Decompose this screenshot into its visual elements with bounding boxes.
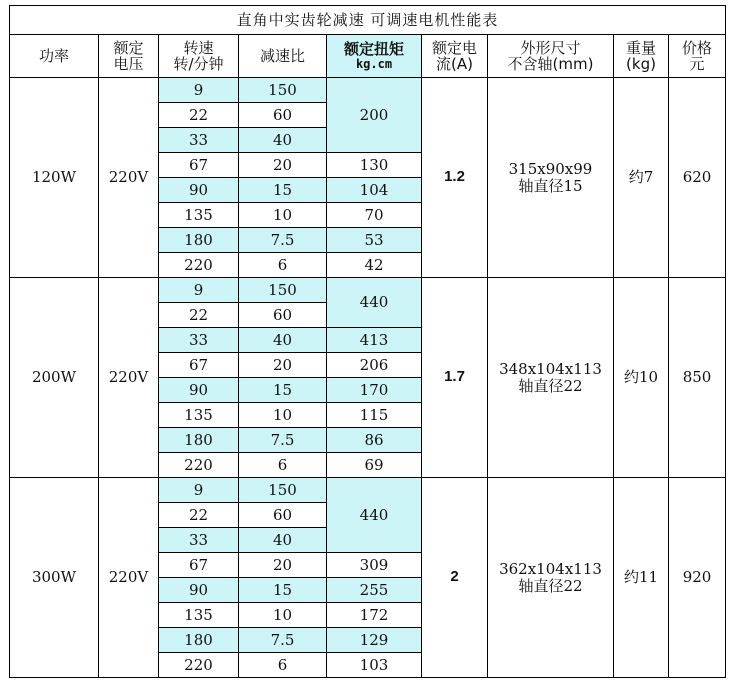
speed-cell: 33 — [159, 328, 239, 353]
torque-cell: 86 — [327, 428, 422, 453]
table-row — [10, 478, 726, 503]
dimensions-cell — [488, 478, 614, 678]
table-row — [10, 278, 726, 303]
speed-cell: 67 — [159, 153, 239, 178]
speed-cell: 67 — [159, 553, 239, 578]
table-title: 直角中实齿轮减速 可调速电机性能表 — [10, 6, 726, 35]
ratio-cell: 60 — [239, 303, 327, 328]
shaft-diameter-text: 轴直径15 — [518, 176, 583, 195]
current-cell: 2 — [422, 478, 488, 678]
ratio-cell: 10 — [239, 603, 327, 628]
ratio-cell: 15 — [239, 578, 327, 603]
torque-cell: 200 — [327, 78, 422, 153]
torque-cell: 206 — [327, 353, 422, 378]
speed-cell: 220 — [159, 253, 239, 278]
dimensions-text: 348x104x113 — [499, 360, 602, 378]
ratio-cell: 60 — [239, 103, 327, 128]
ratio-cell: 7.5 — [239, 628, 327, 653]
speed-cell: 180 — [159, 428, 239, 453]
torque-cell: 69 — [327, 453, 422, 478]
torque-cell: 104 — [327, 178, 422, 203]
shaft-diameter-text: 轴直径22 — [518, 376, 583, 395]
price-cell: 920 — [669, 478, 726, 678]
ratio-cell: 15 — [239, 378, 327, 403]
dimensions-text: 362x104x113 — [499, 560, 602, 578]
torque-cell: 115 — [327, 403, 422, 428]
speed-cell: 33 — [159, 128, 239, 153]
voltage-cell: 220V — [99, 278, 159, 478]
speed-cell: 220 — [159, 653, 239, 678]
ratio-cell: 150 — [239, 478, 327, 503]
torque-cell: 129 — [327, 628, 422, 653]
header-torque-label: 额定扭矩 — [343, 40, 404, 59]
header-ratio: 减速比 — [239, 35, 327, 78]
ratio-cell: 6 — [239, 453, 327, 478]
ratio-cell: 20 — [239, 553, 327, 578]
speed-cell: 22 — [159, 303, 239, 328]
speed-cell: 180 — [159, 628, 239, 653]
shaft-diameter-text: 轴直径22 — [518, 576, 583, 595]
speed-cell: 135 — [159, 603, 239, 628]
ratio-cell: 7.5 — [239, 428, 327, 453]
torque-cell: 440 — [327, 478, 422, 553]
header-speed: 转速 转/分钟 — [159, 35, 239, 78]
dimensions-cell — [488, 78, 614, 278]
header-weight: 重量 (kg) — [614, 35, 669, 78]
ratio-cell: 40 — [239, 328, 327, 353]
speed-cell: 180 — [159, 228, 239, 253]
weight-cell: 约7 — [614, 78, 669, 278]
speed-cell: 90 — [159, 578, 239, 603]
ratio-cell: 7.5 — [239, 228, 327, 253]
ratio-cell: 150 — [239, 78, 327, 103]
header-torque-unit: kg.cm — [355, 56, 393, 71]
table-row — [10, 78, 726, 103]
torque-cell: 255 — [327, 578, 422, 603]
torque-cell: 53 — [327, 228, 422, 253]
header-power: 功率 — [10, 35, 99, 78]
torque-cell: 170 — [327, 378, 422, 403]
ratio-cell: 40 — [239, 528, 327, 553]
ratio-cell: 15 — [239, 178, 327, 203]
weight-cell: 约11 — [614, 478, 669, 678]
speed-cell: 33 — [159, 528, 239, 553]
header-torque — [327, 35, 422, 78]
speed-cell: 22 — [159, 103, 239, 128]
torque-cell: 70 — [327, 203, 422, 228]
ratio-cell: 10 — [239, 203, 327, 228]
header-dims: 外形尺寸 不含轴(mm) — [488, 35, 614, 78]
price-cell: 850 — [669, 278, 726, 478]
speed-cell: 9 — [159, 478, 239, 503]
speed-cell: 90 — [159, 378, 239, 403]
torque-cell: 413 — [327, 328, 422, 353]
ratio-cell: 20 — [239, 153, 327, 178]
current-cell: 1.7 — [422, 278, 488, 478]
speed-cell: 90 — [159, 178, 239, 203]
speed-cell: 135 — [159, 403, 239, 428]
torque-cell: 172 — [327, 603, 422, 628]
ratio-cell: 6 — [239, 653, 327, 678]
torque-cell: 103 — [327, 653, 422, 678]
ratio-cell: 20 — [239, 353, 327, 378]
speed-cell: 22 — [159, 503, 239, 528]
ratio-cell: 150 — [239, 278, 327, 303]
torque-cell: 440 — [327, 278, 422, 328]
motor-spec-table — [9, 5, 726, 678]
power-cell: 300W — [10, 478, 99, 678]
torque-cell: 130 — [327, 153, 422, 178]
dimensions-cell — [488, 278, 614, 478]
voltage-cell: 220V — [99, 478, 159, 678]
header-voltage: 额定 电压 — [99, 35, 159, 78]
speed-cell: 135 — [159, 203, 239, 228]
ratio-cell: 40 — [239, 128, 327, 153]
weight-cell: 约10 — [614, 278, 669, 478]
ratio-cell: 60 — [239, 503, 327, 528]
speed-cell: 220 — [159, 453, 239, 478]
price-cell: 620 — [669, 78, 726, 278]
dimensions-text: 315x90x99 — [508, 160, 593, 178]
ratio-cell: 10 — [239, 403, 327, 428]
power-cell: 120W — [10, 78, 99, 278]
voltage-cell: 220V — [99, 78, 159, 278]
speed-cell: 9 — [159, 278, 239, 303]
current-cell: 1.2 — [422, 78, 488, 278]
speed-cell: 9 — [159, 78, 239, 103]
power-cell: 200W — [10, 278, 99, 478]
ratio-cell: 6 — [239, 253, 327, 278]
header-current: 额定电 流(A) — [422, 35, 488, 78]
torque-cell: 42 — [327, 253, 422, 278]
speed-cell: 67 — [159, 353, 239, 378]
header-price: 价格 元 — [669, 35, 726, 78]
torque-cell: 309 — [327, 553, 422, 578]
